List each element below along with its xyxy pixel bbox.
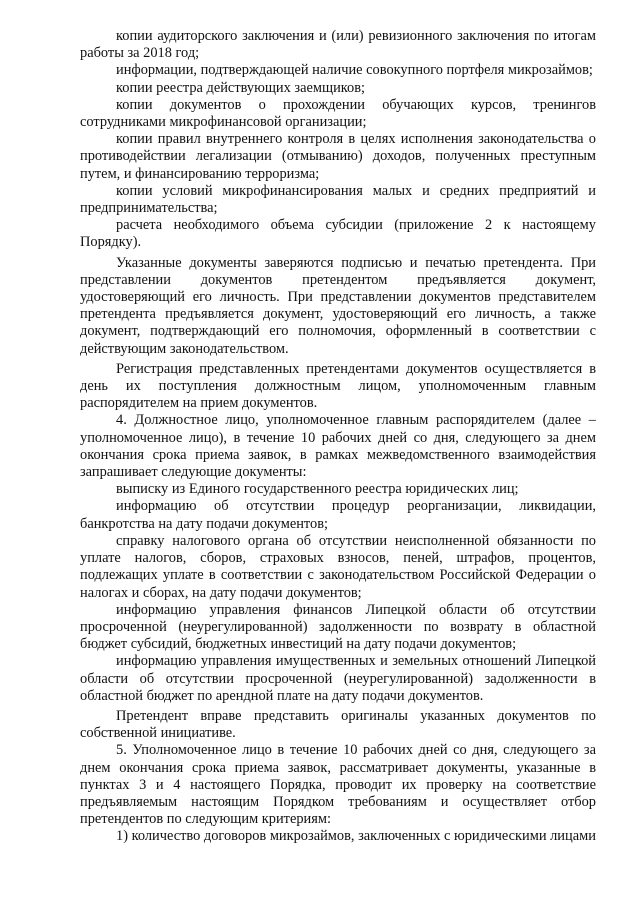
paragraph: копии документов о прохождении обучающих курсов, тренингов сотрудниками микрофинансовой организации; — [80, 96, 596, 131]
paragraph: выписку из Единого государственного реестра юридических лиц; — [116, 481, 519, 498]
paragraph: информацию об отсутствии процедур реорганизации, ликвидации, банкротства на дату подачи документов; — [80, 498, 596, 532]
paragraph: 5. Уполномоченное лицо в течение 10 рабочих дней со дня, следующего за днем окончания срока приема заявок, рассматривает документы, указанные в пунктах 3 и 4 настоящего Порядка, проводит их проверку на соответствие предъявляемым настоящим Порядком требованиям и осуществляет отбор претендентов по следующим критериям: — [80, 742, 596, 828]
paragraph: копии аудиторского заключения и (или) ревизионного заключения по итогам работы за 2018 год; — [80, 28, 596, 62]
paragraph: 1) количество договоров микрозаймов, заключенных с юридическими лицами — [116, 828, 596, 845]
paragraph: Указанные документы заверяются подписью и печатью претендента. При представлении документов претендентом предъявляется документ, удостоверяющий его личность. При представлении документов представителем претендента предъявляется документ, удостоверяющий его личность, а также документ, подтверждающий его полномочия, оформленный в соответствии с действующим законодательством. — [80, 254, 596, 357]
paragraph: Регистрация представленных претендентами документов осуществляется в день их поступления должностным лицом, уполномоченным главным распорядителем на прием документов. — [80, 360, 596, 412]
paragraph: справку налогового органа об отсутствии неисполненной обязанности по уплате налогов, сборов, страховых взносов, пеней, штрафов, процентов, подлежащих уплате в соответствии с законодательством Российской Федерации о налогах и сборах, на дату подачи документов; — [80, 532, 596, 601]
paragraph: копии правил внутреннего контроля в целях исполнения законодательства о противодействии легализации (отмыванию) доходов, полученных преступным путем, и финансированию терроризма; — [80, 131, 596, 182]
paragraph: информацию управления имущественных и земельных отношений Липецкой области об отсутствии просроченной (неурегулированной) задолженности в областной бюджет по арендной плате на дату подачи документов. — [80, 653, 596, 704]
paragraph: копии реестра действующих заемщиков; — [116, 79, 366, 96]
paragraph: информацию управления финансов Липецкой области об отсутствии просроченной (неурегулированной) задолженности по возврату в областной бюджет субсидий, бюджетных инвестиций на дату подачи документов; — [80, 601, 596, 653]
paragraph: 4. Должностное лицо, уполномоченное главным распорядителем (далее – уполномоченное лицо), в течение 10 рабочих дней со дня, следующего за днем окончания срока приема заявок, в рамках межведомственного взаимодействия запрашивает следующие документы: — [80, 412, 596, 481]
paragraph: информации, подтверждающей наличие совокупного портфеля микрозаймов; — [116, 62, 593, 79]
paragraph: Претендент вправе представить оригиналы указанных документов по собственной инициативе. — [80, 707, 596, 742]
paragraph: расчета необходимого объема субсидии (приложение 2 к настоящему Порядку). — [80, 217, 596, 251]
paragraph: копии условий микрофинансирования малых и средних предприятий и предпринимательства; — [80, 182, 596, 217]
